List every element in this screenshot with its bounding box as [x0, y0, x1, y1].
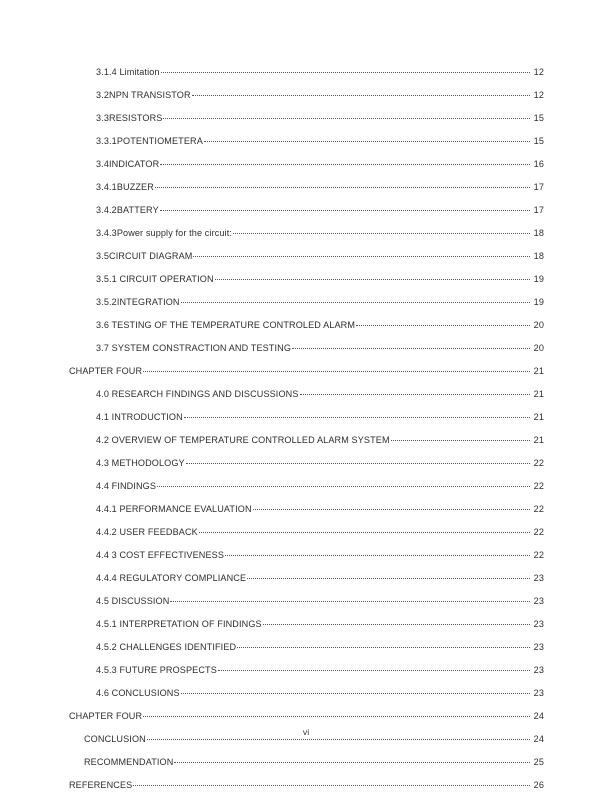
toc-dot-leader	[143, 715, 530, 717]
toc-entry[interactable]	[69, 228, 544, 251]
toc-entry[interactable]	[69, 136, 544, 159]
toc-dot-leader	[163, 117, 530, 119]
toc-entry-page-number: 22	[533, 481, 544, 491]
toc-entry-label: 4.4.4 REGULATORY COMPLIANCE	[96, 573, 247, 583]
toc-entry-page-number: 17	[533, 182, 544, 192]
toc-entry[interactable]	[69, 343, 544, 366]
toc-entry[interactable]	[69, 90, 544, 113]
toc-entry-page-number: 21	[533, 389, 544, 399]
toc-entry-label: CHAPTER FOUR	[69, 711, 143, 721]
toc-entry-label: 3.2NPN TRANSISTOR	[96, 90, 191, 100]
toc-entry[interactable]	[69, 251, 544, 274]
toc-entry[interactable]	[69, 159, 544, 182]
toc-entry[interactable]	[69, 596, 544, 619]
toc-entry-page-number: 21	[533, 412, 544, 422]
toc-dot-leader	[143, 370, 530, 372]
toc-entry-label: 3.4.1BUZZER	[96, 182, 154, 192]
toc-entry-label: 3.4.2BATTERY	[96, 205, 159, 215]
toc-entry-label: 4.6 CONCLUSIONS	[96, 688, 180, 698]
toc-entry-label: 4.4.1 PERFORMANCE EVALUATION	[96, 504, 252, 514]
toc-entry-page-number: 22	[533, 458, 544, 468]
toc-entry-label: 4.0 RESEARCH FINDINGS AND DISCUSSIONS	[96, 389, 299, 399]
page-number-footer: vi	[302, 727, 310, 737]
toc-entry-label: 4.2 OVERVIEW OF TEMPERATURE CONTROLLED ALARM SYSTEM	[96, 435, 390, 445]
toc-entry[interactable]	[69, 780, 544, 792]
toc-entry-page-number: 18	[533, 251, 544, 261]
toc-entry-label: 3.1.4 Limitation	[96, 67, 160, 77]
toc-entry-label: CHAPTER FOUR	[69, 366, 143, 376]
toc-entry-label: 3.3.1POTENTIOMETERA	[96, 136, 203, 146]
toc-entry[interactable]	[69, 366, 544, 389]
toc-entry[interactable]	[69, 182, 544, 205]
toc-entry[interactable]	[69, 412, 544, 435]
toc-entry[interactable]	[69, 527, 544, 550]
toc-dot-leader	[157, 485, 530, 487]
toc-dot-leader	[300, 393, 530, 395]
toc-entry-label: 4.3 METHODOLOGY	[96, 458, 185, 468]
toc-dot-leader	[199, 531, 530, 533]
toc-entry[interactable]	[69, 757, 544, 780]
toc-entry-page-number: 17	[533, 205, 544, 215]
toc-dot-leader	[218, 669, 530, 671]
toc-entry-label: 4.5.3 FUTURE PROSPECTS	[96, 665, 217, 675]
toc-entry-label: 4.4 FINDINGS	[96, 481, 157, 491]
toc-dot-leader	[247, 577, 530, 579]
toc-entry-page-number: 23	[533, 596, 544, 606]
toc-entry-label: 3.3RESISTORS	[96, 113, 163, 123]
toc-entry-page-number: 26	[533, 780, 544, 790]
toc-entry-label: 4.5.2 CHALLENGES IDENTIFIED	[96, 642, 237, 652]
toc-dot-leader	[215, 278, 530, 280]
toc-dot-leader	[237, 646, 530, 648]
toc-entry-page-number: 24	[533, 711, 544, 721]
toc-entry-label: 3.5CIRCUIT DIAGRAM	[96, 251, 193, 261]
toc-entry[interactable]	[69, 205, 544, 228]
toc-dot-leader	[181, 301, 530, 303]
toc-entry[interactable]	[69, 274, 544, 297]
toc-entry-page-number: 22	[533, 550, 544, 560]
toc-entry-page-number: 23	[533, 573, 544, 583]
toc-entry[interactable]	[69, 320, 544, 343]
toc-entry-label: 3.5.1 CIRCUIT OPERATION	[96, 274, 214, 284]
toc-dot-leader	[174, 761, 530, 763]
toc-entry-label: 4.5 DISCUSSION	[96, 596, 170, 606]
toc-entry-page-number: 20	[533, 343, 544, 353]
toc-entry-page-number: 12	[533, 90, 544, 100]
toc-dot-leader	[170, 600, 530, 602]
toc-entry-label: 3.4INDICATOR	[96, 159, 160, 169]
toc-entry-page-number: 19	[533, 274, 544, 284]
toc-entry-page-number: 22	[533, 504, 544, 514]
toc-entry[interactable]	[69, 458, 544, 481]
toc-dot-leader	[161, 71, 530, 73]
toc-entry-page-number: 15	[533, 113, 544, 123]
toc-entry[interactable]	[69, 389, 544, 412]
toc-dot-leader	[186, 462, 530, 464]
toc-dot-leader	[356, 324, 530, 326]
toc-dot-leader	[184, 416, 530, 418]
toc-dot-leader	[391, 439, 530, 441]
toc-entry-label: 3.6 TESTING OF THE TEMPERATURE CONTROLED ALARM	[96, 320, 356, 330]
toc-entry-page-number: 23	[533, 665, 544, 675]
toc-entry[interactable]	[69, 504, 544, 527]
toc-entry[interactable]	[69, 573, 544, 596]
toc-entry[interactable]	[69, 734, 544, 757]
toc-dot-leader	[225, 554, 530, 556]
toc-dot-leader	[292, 347, 530, 349]
toc-entry-page-number: 23	[533, 688, 544, 698]
toc-entry-label: 4.5.1 INTERPRETATION OF FINDINGS	[96, 619, 262, 629]
toc-dot-leader	[133, 784, 530, 786]
toc-entry[interactable]	[69, 297, 544, 320]
toc-entry-page-number: 23	[533, 642, 544, 652]
toc-dot-leader	[155, 186, 530, 188]
toc-dot-leader	[192, 94, 530, 96]
toc-entry[interactable]	[69, 481, 544, 504]
toc-entry[interactable]	[69, 550, 544, 573]
toc-entry-label: 3.5.2INTEGRATION	[96, 297, 180, 307]
toc-entry-label: 4.1 INTRODUCTION	[96, 412, 183, 422]
toc-entry-page-number: 20	[533, 320, 544, 330]
toc-entry-label: 3.7 SYSTEM CONSTRACTION AND TESTING	[96, 343, 292, 353]
toc-entry[interactable]	[69, 688, 544, 711]
toc-entry-page-number: 24	[533, 734, 544, 744]
table-of-contents	[69, 67, 544, 792]
toc-entry[interactable]	[69, 67, 544, 90]
toc-dot-leader	[160, 209, 530, 211]
toc-dot-leader	[193, 255, 530, 257]
toc-entry-page-number: 22	[533, 527, 544, 537]
toc-entry-label: REFERENCES	[69, 780, 133, 790]
toc-entry-label: 4.4 3 COST EFFECTIVENESS	[96, 550, 225, 560]
toc-entry-page-number: 23	[533, 619, 544, 629]
toc-entry[interactable]	[69, 435, 544, 458]
toc-entry-page-number: 16	[533, 159, 544, 169]
toc-entry[interactable]	[69, 642, 544, 665]
toc-dot-leader	[204, 140, 530, 142]
toc-entry[interactable]	[69, 113, 544, 136]
toc-entry-page-number: 18	[533, 228, 544, 238]
toc-dot-leader	[253, 508, 530, 510]
toc-entry-label: 3.4.3Power supply for the circuit:	[96, 228, 233, 238]
toc-entry[interactable]	[69, 619, 544, 642]
toc-entry-page-number: 21	[533, 366, 544, 376]
toc-dot-leader	[181, 692, 530, 694]
toc-entry-page-number: 15	[533, 136, 544, 146]
toc-dot-leader	[233, 232, 530, 234]
toc-entry[interactable]	[69, 665, 544, 688]
toc-entry-label: RECOMMENDATION	[84, 757, 174, 767]
toc-dot-leader	[263, 623, 530, 625]
toc-entry-page-number: 25	[533, 757, 544, 767]
toc-entry-page-number: 12	[533, 67, 544, 77]
toc-entry-page-number: 19	[533, 297, 544, 307]
toc-entry-label: CONCLUSION	[84, 734, 146, 744]
toc-dot-leader	[147, 738, 530, 740]
toc-entry-label: 4.4.2 USER FEEDBACK	[96, 527, 198, 537]
toc-entry-page-number: 21	[533, 435, 544, 445]
toc-dot-leader	[160, 163, 530, 165]
